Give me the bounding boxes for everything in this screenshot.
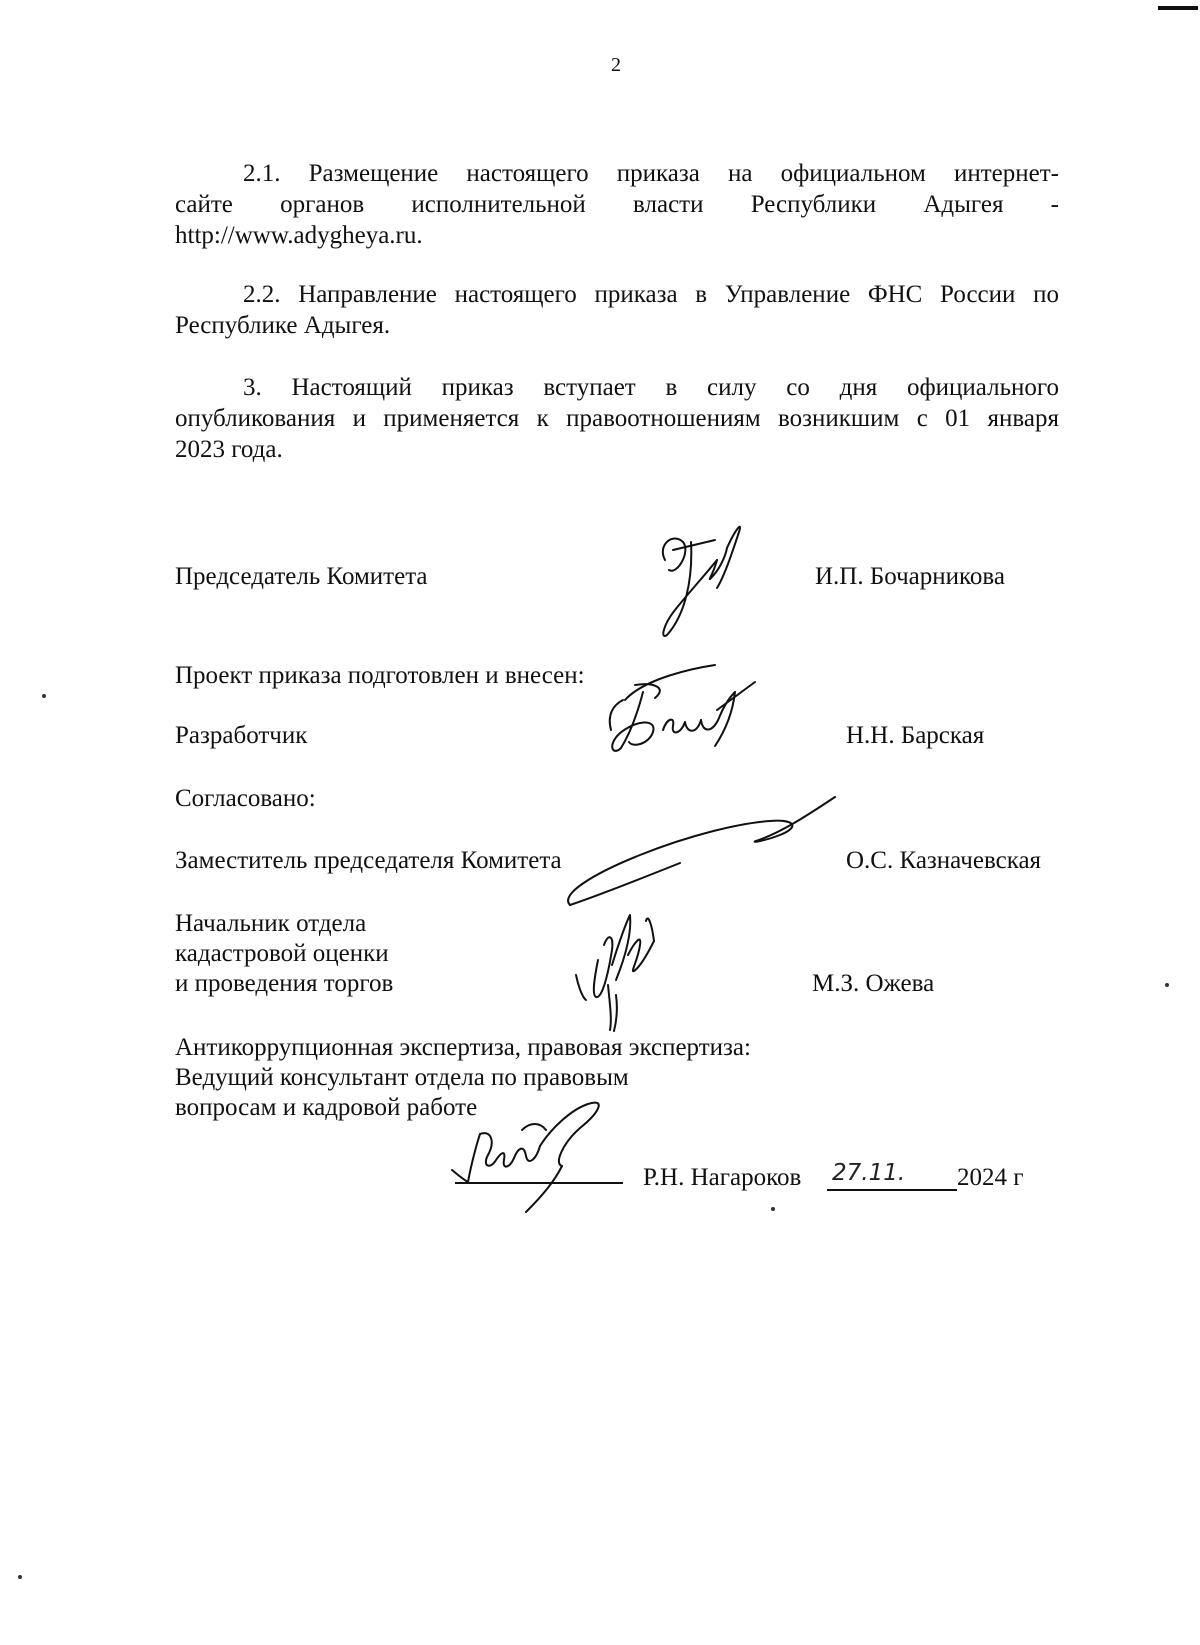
deputy-signature — [560, 795, 840, 915]
paragraph-line: опубликования и применяется к правоотношениям возникшим с 01 января — [175, 405, 1059, 432]
scan-speck — [42, 694, 46, 698]
paragraph-line: 2023 года. — [175, 436, 283, 463]
expertise-year: 2024 г — [957, 1164, 1024, 1191]
agreed-heading: Согласовано: — [175, 785, 316, 812]
paragraph-2-1 — [175, 158, 1059, 251]
head-signature — [568, 905, 668, 1035]
chairman-signature — [655, 520, 755, 645]
chairman-position: Председатель Комитета — [175, 563, 428, 590]
handwritten-date: 27.11. — [832, 1160, 906, 1186]
head-name: М.З. Ожева — [812, 970, 935, 997]
expertise-position-line2: вопросам и кадровой работе — [175, 1094, 478, 1121]
prepared-heading: Проект приказа подготовлен и внесен: — [175, 662, 585, 689]
expertise-heading: Антикоррупционная экспертиза, правовая экспертиза: — [175, 1034, 751, 1061]
deputy-position: Заместитель председателя Комитета — [175, 847, 562, 874]
paragraph-line: сайте органов исполнительной власти Республики Адыгея - — [175, 191, 1059, 218]
developer-signature — [605, 660, 765, 755]
scan-speck — [18, 1575, 22, 1579]
expertise-signature — [450, 1100, 635, 1215]
paragraph-line: 3. Настоящий приказ вступает в силу со дня официального — [243, 374, 1059, 401]
paragraph-line: 2.1. Размещение настоящего приказа на официальном интернет- — [243, 160, 1059, 187]
paragraph-3 — [175, 372, 1059, 465]
chairman-name: И.П. Бочарникова — [815, 563, 1005, 590]
paragraph-line: 2.2. Направление настоящего приказа в Управление ФНС России по — [243, 281, 1059, 308]
head-position-line2: кадастровой оценки — [175, 940, 389, 967]
head-position-line3: и проведения торгов — [175, 970, 394, 997]
expertise-position-line1: Ведущий консультант отдела по правовым — [175, 1064, 629, 1091]
head-position-line1: Начальник отдела — [175, 910, 367, 937]
page-number: 2 — [611, 54, 621, 76]
developer-position: Разработчик — [175, 722, 308, 749]
paragraph-line: Республике Адыгея. — [175, 312, 391, 339]
deputy-name: О.С. Казначевская — [846, 847, 1042, 874]
expertise-name: Р.Н. Нагароков — [643, 1164, 802, 1191]
paragraph-2-2 — [175, 279, 1059, 341]
developer-name: Н.Н. Барская — [846, 722, 985, 749]
paragraph-line: http://www.adygheya.ru. — [175, 222, 423, 249]
scan-speck — [1165, 983, 1169, 987]
scan-corner-mark — [1158, 6, 1198, 10]
date-line — [827, 1189, 957, 1191]
scan-speck — [771, 1207, 775, 1211]
